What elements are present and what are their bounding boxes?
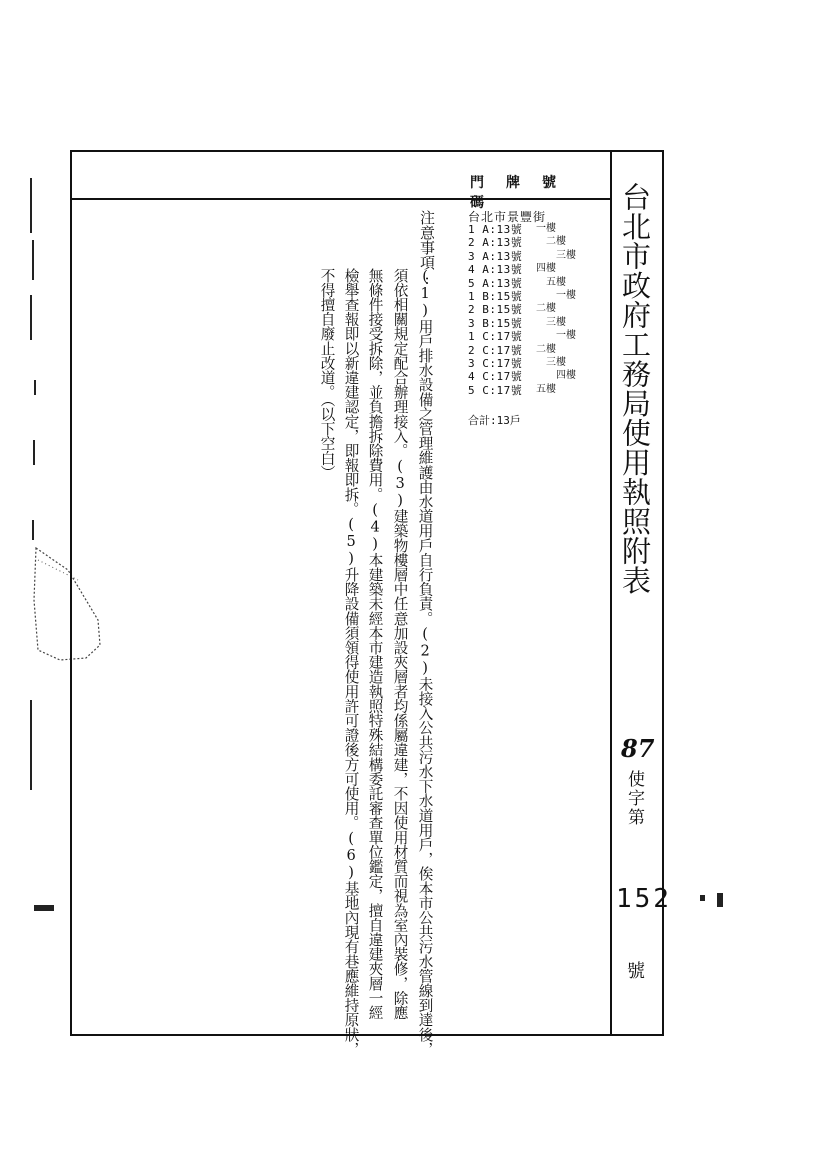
notes-line-4: 檢舉查報即以新違建認定，即報即拆。(5)升降設備須領得使用許可證後方可使用。(6)基地內現有巷應維持原狀， — [342, 268, 360, 1057]
form-title: 台北市政府工務局使用執照附表 — [618, 182, 652, 595]
unit-floor: 一樓 — [556, 330, 576, 342]
notes-line-3: 無條件接受拆除，並負擔拆除費用。(4)本建築未經本市建造執照特殊結構委託審查單位鑑定，擅自違建夾層一經 — [366, 268, 384, 1020]
unit-row: 1 C:17號 — [468, 330, 523, 344]
unit-row: 2 C:17號 — [468, 343, 523, 357]
notes-label: 注意事項: — [418, 210, 436, 288]
unit-row: 3 B:15號 — [468, 316, 523, 330]
unit-floor: 四樓 — [556, 370, 576, 382]
unit-floor: 二樓 — [536, 343, 556, 355]
unit-floor: 一樓 — [556, 290, 576, 301]
unit-floor: 五樓 — [546, 276, 566, 288]
doorplate-header: 門牌號碼 — [470, 175, 578, 211]
permit-type-label: 使字第 — [624, 770, 644, 827]
permit-year: 87 — [621, 734, 655, 763]
unit-row: 4 C:17號 — [468, 370, 523, 384]
unit-floor: 二樓 — [536, 303, 556, 315]
unit-floor: 三樓 — [546, 316, 566, 328]
unit-floor: 五樓 — [536, 383, 556, 395]
unit-floor: 三樓 — [546, 357, 566, 368]
notes-line-2: 須依相關規定配合辦理接入。(3)建築物樓層中任意加設夾層者均係屬違建，不因使用材質而視為室內裝修，除應 — [391, 268, 409, 1020]
permit-number: 152 — [616, 884, 672, 914]
address-block — [468, 208, 608, 438]
notes-line-5: 不得擅自廢止改道。（以下空白） — [318, 268, 336, 480]
unit-row: 2 A:13號 — [468, 236, 523, 250]
unit-total: 合計:13戶 — [468, 414, 521, 427]
unit-row: 5 C:17號 — [468, 383, 523, 397]
unit-row: 1 A:13號 — [468, 223, 523, 236]
permit-number-suffix: 號 — [627, 961, 645, 982]
unit-floor: 四樓 — [536, 263, 556, 275]
unit-row: 3 A:13號 — [468, 249, 523, 263]
unit-row: 4 A:13號 — [468, 263, 523, 277]
notes-line-1: (1)用戶排水設備之管理維護由水道用戶自行負責。(2)未接入公共污水下水道用戶，俟本市公共污水管線到達後， — [416, 268, 434, 1057]
street-name: 台北市景豐街 — [468, 210, 547, 224]
unit-floor: 一樓 — [536, 223, 556, 234]
unit-row: 5 A:13號 — [468, 276, 523, 290]
unit-floor: 二樓 — [546, 236, 566, 248]
unit-row: 3 C:17號 — [468, 357, 523, 370]
unit-floor: 三樓 — [556, 249, 576, 261]
unit-row: 1 B:15號 — [468, 290, 523, 303]
side-divider — [610, 150, 612, 1034]
unit-list — [468, 224, 608, 424]
unit-row: 2 B:15號 — [468, 303, 523, 317]
